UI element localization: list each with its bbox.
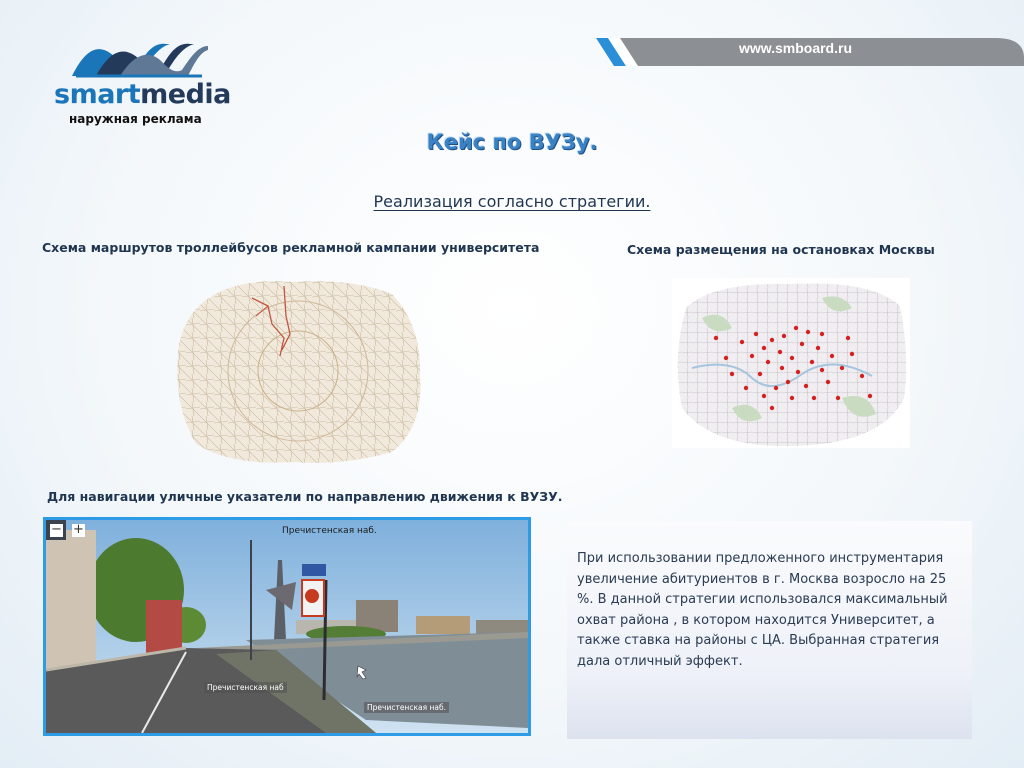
stop-marker	[750, 354, 754, 358]
stop-marker	[840, 366, 844, 370]
brand-tagline: наружная реклама	[69, 112, 202, 126]
stop-marker	[744, 386, 748, 390]
stop-marker	[820, 332, 824, 336]
page-subtitle: Реализация согласно стратегии.	[373, 192, 651, 211]
stop-marker	[790, 396, 794, 400]
stop-marker	[770, 406, 774, 410]
zoom-in-button[interactable]: +	[73, 522, 84, 537]
street-label-top: Пречистенская наб.	[282, 526, 377, 536]
url-banner	[596, 38, 1024, 68]
stop-marker	[714, 336, 718, 340]
street-label-embankment[interactable]: Пречистенская наб.	[364, 702, 449, 713]
results-text: При использовании предложенного инструментария увеличение абитуриентов в г. Москва возросло на 25 %. В данной стратегии использовался максимальный охват района , в котором находится Университет, а также ставка на районы с ЦА. Выбранная стратегия дала отличный эффект.	[577, 551, 948, 669]
stop-marker	[812, 396, 816, 400]
stop-marker	[806, 330, 810, 334]
stop-marker	[780, 366, 784, 370]
website-url[interactable]: www.smboard.ru	[738, 40, 852, 56]
street-label-road[interactable]: Пречистенская наб	[204, 682, 287, 693]
stop-marker	[800, 342, 804, 346]
stop-marker	[796, 370, 800, 374]
stop-marker	[774, 386, 778, 390]
zoom-out-button[interactable]: −	[51, 522, 62, 537]
navigation-caption: Для навигации уличные указатели по направлению движения к ВУЗУ.	[47, 489, 563, 504]
stop-marker	[810, 360, 814, 364]
stop-marker	[830, 354, 834, 358]
page-title: Кейс по ВУЗу.	[426, 130, 598, 154]
stop-marker	[754, 332, 758, 336]
stop-marker	[782, 334, 786, 338]
stop-marker	[826, 380, 830, 384]
smartmedia-logo	[52, 36, 232, 131]
stop-marker	[730, 372, 734, 376]
stop-marker	[724, 356, 728, 360]
trolleybus-map-caption: Схема маршрутов троллейбусов рекламной кампании университета	[42, 240, 540, 255]
trolleybus-routes-map	[172, 276, 424, 466]
stop-marker	[778, 350, 782, 354]
stop-marker	[850, 352, 854, 356]
stop-marker	[766, 360, 770, 364]
stop-marker	[860, 374, 864, 378]
stops-placement-map	[672, 278, 910, 448]
results-info-box	[567, 521, 972, 739]
stop-marker	[740, 340, 744, 344]
stop-marker	[762, 394, 766, 398]
logo-waves-icon	[52, 36, 212, 80]
street-view-photo[interactable]	[43, 517, 531, 736]
stops-map-caption: Схема размещения на остановках Москвы	[627, 242, 935, 257]
stop-marker	[762, 346, 766, 350]
stop-marker	[804, 384, 808, 388]
stop-marker	[846, 336, 850, 340]
stop-marker	[820, 368, 824, 372]
stop-marker	[836, 396, 840, 400]
brand-name: smartmedia	[54, 79, 231, 110]
stop-marker	[790, 356, 794, 360]
stop-marker	[786, 380, 790, 384]
stop-marker	[816, 346, 820, 350]
stop-marker	[794, 326, 798, 330]
stop-marker	[758, 372, 762, 376]
stop-marker	[770, 338, 774, 342]
stop-marker	[868, 394, 872, 398]
